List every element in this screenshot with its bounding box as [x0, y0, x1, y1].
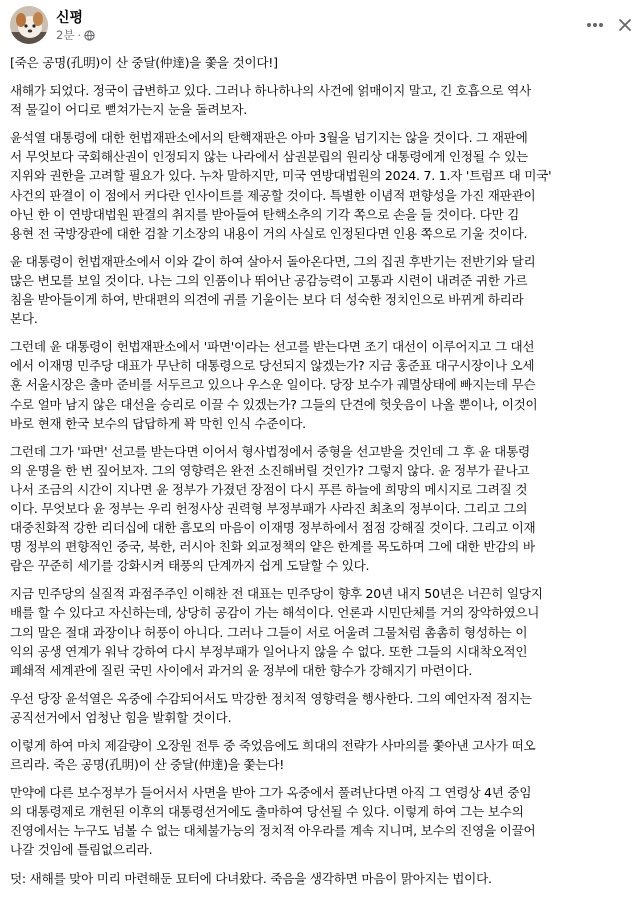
post-paragraph: 이렇게 하여 마치 제갈량이 오장원 전투 중 죽었음에도 희대의 전략가 사마의를 쫓아낸 고사가 떠오 르리라. 죽은 공명(孔明)이 산 중달(仲達)을 쫓는다!: [10, 738, 536, 773]
globe-icon[interactable]: [84, 30, 95, 41]
author-name[interactable]: 신평: [56, 10, 84, 26]
post-paragraph: 그런데 그가 '파면' 선고를 받는다면 이어서 형사법정에서 중형을 선고받을 것인데 그 후 윤 대통령 의 운명을 한 번 짚어보자. 그의 영향력은 완전 소진해버릴 것인가? 그렇지 않다. 윤 정부가 끝나고 나서 조금의 시간이 지나면 윤 정부가 가졌던 장점이 다시 푸른 하늘에 희망의 메시지로 그려질 것 이다. 무엇보다 윤 정부는 우리 헌정사상 권력형 부정부패가 사라진 최초의 정부이다. 그리고 그의 대중친화적 강한 리더십에 대한 흠모의 마음이 이재명 정부하에서 점점 강해질 것이다. 그리고 이재 명 정부의 편향적인 중국, 북한, 러시아 친화 외교정책의 얕은 한계를 목도하며 그에 대한 반감의 바 람은 꾸준히 세기를 강화시켜 태풍의 단계까지 쉽게 도달할 수 있다.: [10, 443, 536, 574]
post-paragraph: 지금 민주당의 실질적 과점주주인 이해찬 전 대표는 민주당이 향후 20년 내지 50년은 너끈히 일당지 배를 할 수 있다고 자신하는데, 상당히 공감이 가는 해석이다. 언론과 시민단체를 거의 장악하였으니 그의 말은 절대 과장이나 허풍이 아니다. 그러나 그들이 서로 어울려 그물처럼 촘촘히 형성하는 이 익의 공생 연계가 워낙 강하여 다시 부정부패가 일어나지 않을 수 없다. 또한 그들의 시대착오적인 폐쇄적 세계관에 질린 국민 사이에서 과거의 윤 정부에 대한 향수가 강해지기 마련이다.: [10, 586, 543, 678]
more-horizontal-icon[interactable]: [584, 14, 606, 36]
avatar-image: [10, 6, 48, 44]
post-title: [죽은 공명(孔明)이 산 중달(仲達)을 쫓을 것이다!]: [10, 55, 278, 70]
post-paragraph: 우선 당장 윤석열은 옥중에 수감되어서도 막강한 정치적 영향력을 행사한다. 그의 예언자적 점지는 공직선거에서 엄청난 힘을 발휘할 것이다.: [10, 690, 532, 725]
post-body: [10, 53, 634, 897]
post-paragraph: 그런데 윤 대통령이 헌법재판소에서 '파면'이라는 선고를 받는다면 조기 대선이 이루어지고 그 대선 에서 이재명 민주당 대표가 무난히 대통령으로 당선되지 않겠는가? 지금 홍준표 대구시장이나 오세 훈 서울시장은 출마 준비를 서두르고 있으나 우스운 일이다. 당장 보수가 궤멸상태에 빠지는데 무슨 수로 얼마 남지 않은 대선을 승리로 이끌 수 있겠는가? 그들의 단견에 헛웃음이 나올 뿐이나, 이것이 바로 현재 한국 보수의 답답하게 꽉 막힌 인식 수준이다.: [10, 339, 538, 431]
post-paragraph: 새해가 되었다. 정국이 급변하고 있다. 그러나 하나하나의 사건에 얽매이지 말고, 긴 호흡으로 역사 적 물길이 어디로 뻗쳐가는지 눈을 돌려보자.: [10, 83, 532, 118]
post-paragraph: 윤 대통령이 헌법재판소에서 이와 같이 하여 살아서 돌아온다면, 그의 집권 후반기는 전반기와 달리 많은 변모를 보일 것이다. 나는 그의 인품이나 뛰어난 공감능력이 고통과 시련이 내려준 귀한 가르 침을 받아들이게 하여, 반대편의 의견에 귀를 기울이는 보다 더 성숙한 정치인으로 바뀌게 하리라 본다.: [10, 253, 536, 327]
post-header: [0, 0, 640, 50]
close-icon[interactable]: [614, 14, 636, 36]
meta-separator: ·: [77, 28, 81, 42]
post-meta: [56, 27, 95, 43]
post-paragraph: 만약에 다른 보수정부가 들어서서 사면을 받아 그가 옥중에서 풀려난다면 아직 그 연령상 4년 중임 의 대통령제로 개헌된 이후의 대통령선거에도 출마하여 당선될 수 있다. 이렇게 하여 그는 보수의 진영에서는 누구도 넘볼 수 없는 대체불가능의 정치적 아우라를 계속 지니며, 보수의 진영을 이끌어 나갈 것임에 틀림없으리라.: [10, 785, 536, 858]
avatar[interactable]: [10, 6, 48, 44]
post-postscript: 덧: 새해를 맞아 미리 마련해둔 묘터에 다녀왔다. 죽음을 생각하면 마음이 맑아지는 법이다.: [10, 870, 492, 886]
post-time[interactable]: 2분: [56, 28, 75, 42]
post-paragraph: 윤석열 대통령에 대한 헌법재판소에서의 탄핵재판은 아마 3월을 넘기지는 않을 것이다. 그 재판에 서 무엇보다 국회해산권이 인정되지 않는 나라에서 삼권분립의 원리상 대통령에게 인정될 수 있는 지위와 권한을 고려할 필요가 있다. 누차 말하지만, 미국 연방대법원의 2024. 7. 1.자 '트럼프 대 미국' 사건의 판결이 이 점에서 커다란 인사이트를 제공할 것이다. 특별한 이념적 편향성을 가진 재판관이 아닌 한 이 연방대법원 판결의 취지를 받아들여 탄핵소추의 기각 쪽으로 손을 들 것이다. 다만 김 용현 전 국방장관에 대한 검찰 기소장의 내용이 거의 사실로 인정된다면 인용 쪽으로 기울 것이다.: [10, 130, 552, 241]
